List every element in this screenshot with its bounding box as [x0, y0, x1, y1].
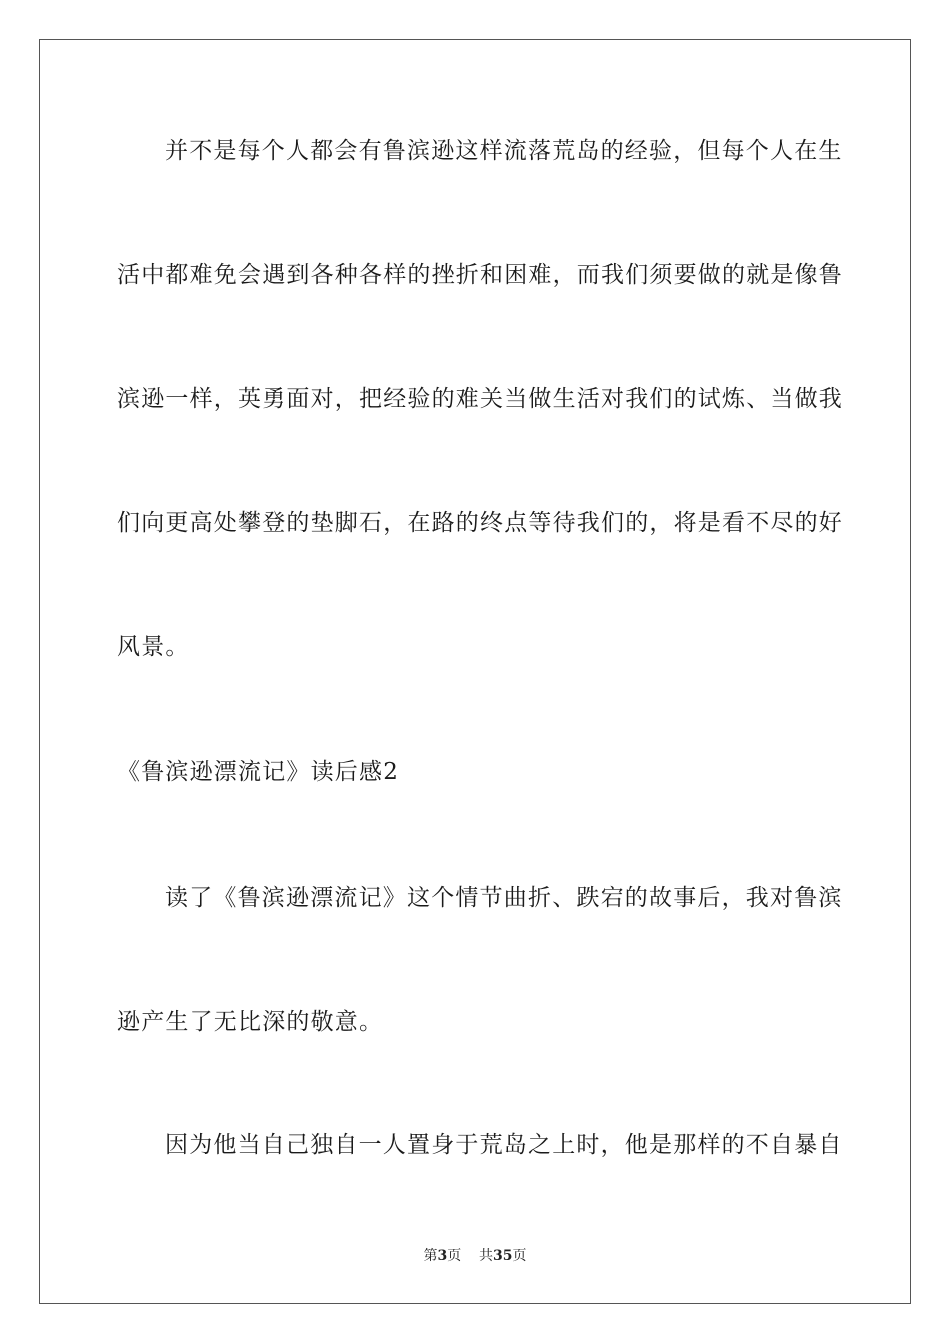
body-line-3: 滨逊一样，英勇面对，把经验的难关当做生活对我们的试炼、当做我: [117, 386, 843, 412]
body-line-7: 逊产生了无比深的敬意。: [117, 1009, 384, 1035]
footer-suffix: 页: [512, 1248, 527, 1264]
footer-mid: 页 共: [447, 1248, 494, 1264]
footer-prefix: 第: [423, 1248, 438, 1264]
body-line-4: 们向更高处攀登的垫脚石，在路的终点等待我们的，将是看不尽的好: [117, 510, 843, 536]
body-line-2: 活中都难免会遇到各种各样的挫折和困难，而我们须要做的就是像鲁: [117, 262, 843, 288]
body-line-6: 读了《鲁滨逊漂流记》这个情节曲折、跌宕的故事后，我对鲁滨: [165, 885, 843, 911]
body-line-1: 并不是每个人都会有鲁滨逊这样流落荒岛的经验，但每个人在生: [165, 138, 843, 164]
body-line-5: 风景。: [117, 634, 190, 660]
page-border: [39, 39, 911, 1304]
page-number-footer: [0, 1247, 950, 1265]
footer-current-page: 3: [437, 1248, 448, 1264]
body-line-8: 因为他当自己独自一人置身于荒岛之上时，他是那样的不自暴自: [165, 1132, 843, 1158]
section-heading: 《鲁滨逊漂流记》读后感2: [117, 759, 400, 785]
footer-total-pages: 35: [493, 1248, 513, 1264]
